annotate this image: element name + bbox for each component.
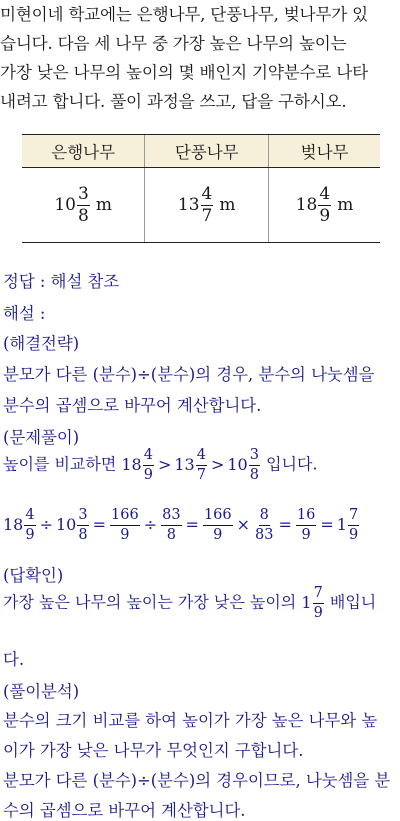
denominator: 9 [120,526,130,543]
question-line: 습니다. 다음 세 나무 중 가장 높은 나무의 높이는 [0,34,347,53]
numerator: 4 [319,183,331,204]
fraction [203,508,233,542]
denominator: 9 [301,526,311,543]
denominator: 9 [143,466,153,483]
strategy-heading: (해결전략) [3,334,80,353]
equals-sign: = [92,514,106,534]
header-ginkgo: 은행나무 [22,135,145,168]
question-line: 가장 낮은 나무의 높이의 몇 배인지 기약분수로 나타 [0,63,368,82]
solution-heading: (문제풀이) [3,428,80,447]
denominator: 8 [78,526,88,543]
numerator: 8 [259,508,270,526]
table-row [22,168,380,243]
maple-height [145,168,269,243]
fraction [254,508,274,542]
comparison-line [3,448,318,482]
numerator: 3 [249,448,260,466]
analysis-line: 분수의 크기 비교를 하여 높이가 가장 높은 나무와 높 [3,711,378,730]
numerator: 16 [296,508,316,526]
equals-sign: = [185,514,199,534]
unit: m [337,194,354,215]
greater-than-sign: > [157,454,172,474]
check-line [3,586,376,620]
table-header-row [22,135,380,168]
whole-part: 13 [174,454,195,474]
whole-part: 18 [295,194,318,215]
tree-height-table [22,134,380,243]
denominator: 9 [348,526,359,543]
numerator: 4 [143,448,154,466]
equals-sign: = [320,514,334,534]
numerator: 4 [201,183,213,204]
check-heading: (답확인) [3,566,64,585]
numerator: 3 [78,183,89,204]
fraction [161,508,181,542]
check-suffix: 배입니 [329,592,377,612]
question-line: 내려고 합니다. 풀이 과정을 쓰고, 답을 구하시오. [0,92,347,111]
numerator: 83 [161,508,181,526]
denominator: 83 [255,526,274,543]
numerator: 3 [77,508,88,526]
mixed-number [3,507,37,543]
check-prefix: 가장 높은 나무의 높이는 가장 낮은 높이의 [3,592,297,612]
fraction [201,183,214,226]
denominator: 8 [78,205,89,226]
unit: m [219,194,236,215]
fraction [313,586,324,620]
equals-sign: = [278,514,292,534]
numerator: 166 [110,508,140,526]
strategy-line: 분수의 곱셈으로 바꾸어 계산합니다. [3,396,262,415]
answer-line: 정답 : 해설 참조 [3,272,120,291]
denominator: 9 [25,526,35,543]
whole-part: 1 [336,514,347,534]
whole-part: 18 [3,514,24,534]
denominator: 8 [249,466,259,483]
fraction [296,508,316,542]
whole-part: 13 [177,194,200,215]
denominator: 9 [213,526,223,543]
check-tail: 다. [3,650,25,669]
greater-than-sign: > [210,454,225,474]
fraction [348,508,359,542]
mixed-number [336,507,360,543]
mixed-number [121,447,155,483]
explanation-label: 해설 : [3,304,46,323]
divide-sign: ÷ [39,514,53,534]
divide-sign: ÷ [143,514,158,534]
fraction [143,448,154,482]
numerator: 4 [196,448,207,466]
ginkgo-height [22,168,145,243]
fraction [77,183,90,226]
question-line: 미현이네 학교에는 은행나무, 단풍나무, 벚나무가 있 [0,5,368,24]
whole-part: 10 [227,454,248,474]
denominator: 7 [201,205,213,226]
mixed-number [301,585,324,621]
numerator: 7 [313,586,324,604]
question-text [0,0,400,116]
unit: m [95,194,112,215]
whole-part: 10 [56,514,77,534]
fraction [249,448,260,482]
analysis-heading: (풀이분석) [3,682,80,701]
whole-part: 18 [121,454,142,474]
multiply-sign: × [236,514,251,534]
comparison-prefix: 높이를 비교하면 [3,454,117,474]
analysis-line: 분모가 다른 (분수)÷(분수)의 경우이므로, 나눗셈을 분 [3,771,391,790]
whole-part: 10 [54,194,76,215]
denominator: 9 [313,604,323,621]
numerator: 4 [24,508,35,526]
strategy-line: 분모가 다른 (분수)÷(분수)의 경우, 분수의 나눗셈을 [3,365,375,384]
cherry-height [269,168,380,243]
fraction [24,508,35,542]
fraction [77,508,88,542]
mixed-number [174,447,208,483]
mixed-number [56,507,90,543]
denominator: 8 [166,526,176,543]
analysis-line: 수의 곱셈으로 바꾸어 계산합니다. [3,801,246,820]
calculation-line [3,508,360,542]
numerator: 7 [348,508,359,526]
whole-part: 1 [301,592,312,612]
numerator: 166 [203,508,233,526]
analysis-line: 이가 가장 낮은 나무가 무엇인지 구합니다. [3,741,304,760]
fraction [196,448,207,482]
fraction [110,508,140,542]
header-cherry: 벚나무 [269,135,380,168]
mixed-number [227,447,261,483]
header-maple: 단풍나무 [145,135,269,168]
comparison-suffix: 입니다. [266,454,318,474]
denominator: 7 [196,466,206,483]
denominator: 9 [319,205,331,226]
fraction [318,183,331,226]
